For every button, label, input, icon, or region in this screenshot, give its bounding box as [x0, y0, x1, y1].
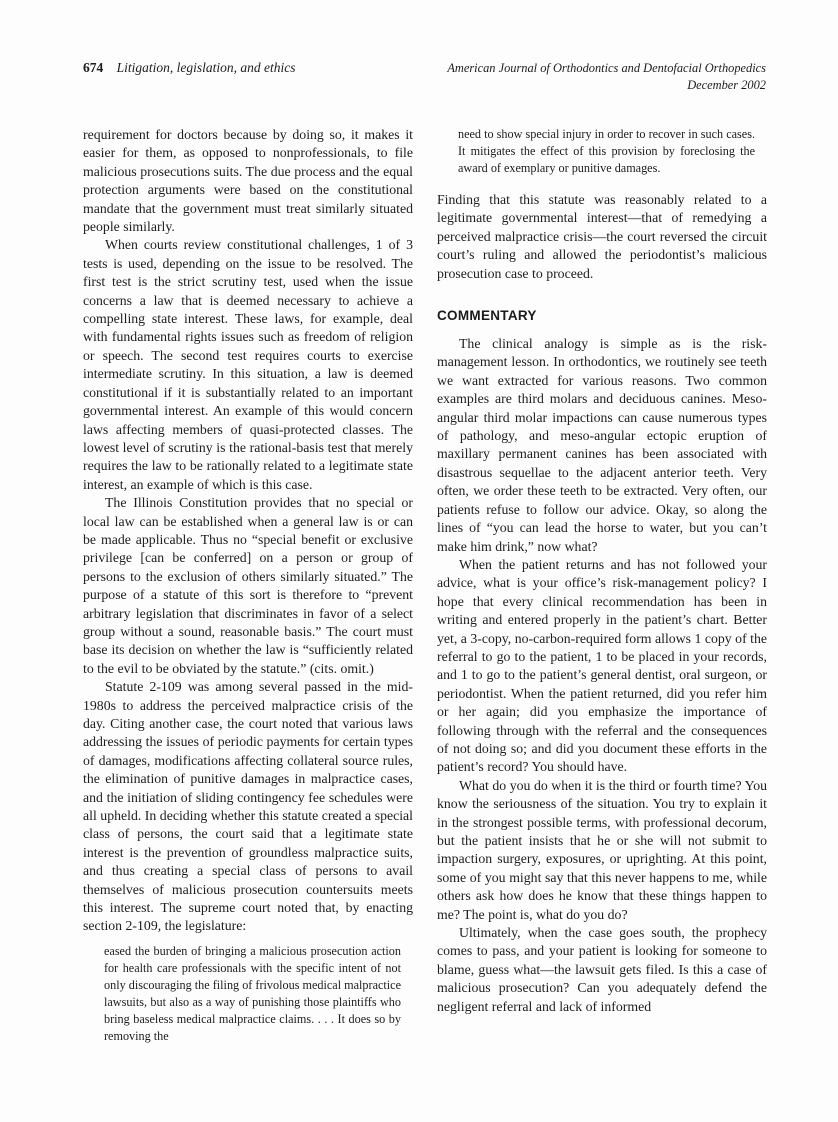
body-paragraph: When courts review constitutional challenges, 1 of 3 tests is used, depending on the issue to be resolved. The first test is the strict scrutiny test, used when the issue concerns a law that is deemed necessary to achieve a compelling state interest. These laws, for example, deal with fundamental rights issues such as freedom of religion or speech. The second test requires courts to exercise intermediate scrutiny. In this situation, a law is deemed constitutional if it is substantially related to an important governmental interest. An example of this would concern laws affecting members of quasi-protected classes. The lowest level of scrutiny is the rational-basis test that merely requires the law to be rationally related to a legitimate state interest, an example of which is this case.	[83, 237, 413, 492]
body-paragraph: What do you do when it is the third or fourth time? You know the seriousness of the situation. You try to explain it in the strongest possible terms, with professional decorum, but the patient insists that he or she will not submit to impaction surgery, exposures, or uprighting. At this point, some of you might say that this never happens to me, while others ask how does he know that these things happen to me? The point is, what do you do?	[437, 777, 767, 922]
journal-name: American Journal of Orthodontics and Dentofacial Orthopedics	[447, 61, 766, 75]
body-paragraph: The Illinois Constitution provides that no special or local law can be established when a general law is or can be made applicable. Thus no “special benefit or exclusive privilege [can be conferred] on a person or group of persons to the exclusion of others similarly situated.” The purpose of a statute of this sort is therefore to “prevent arbitrary legislation that discriminates in favor of a select group without a sound, reasonable basis.” The court must base its decision on whether the law is “sufficiently related to the evil to be obviated by the statute.” (cits. omit.)	[83, 495, 413, 676]
block-quote-continued: need to show special injury in order to recover in such cases. It mitigates the effect of this provision by foreclosing the award of exemplary or punitive damages.	[458, 127, 755, 175]
page-header	[83, 60, 766, 94]
body-paragraph: Statute 2-109 was among several passed in the mid-1980s to address the perceived malpractice crisis of the day. Citing another case, the court noted that various laws addressing the issues of periodic payments for certain types of damages, modifications affecting collateral source rules, the elimination of punitive damages in malpractice cases, and the initiation of sliding contingency fee schedules were all upheld. In deciding whether this statute created a special class of persons, the court said that a legitimate state interest is the prevention of groundless malpractice suits, and thus creating a special class of persons to avail themselves of malicious prosecution countersuits meets this interest. The supreme court noted that, by enacting section 2-109, the legislature:	[83, 679, 413, 934]
left-column	[83, 126, 413, 1045]
running-title: Litigation, legislation, and ethics	[116, 60, 296, 75]
running-head-right	[447, 60, 766, 94]
journal-issue: December 2002	[687, 78, 766, 92]
running-head-left	[83, 60, 296, 76]
commentary-heading: COMMENTARY	[437, 308, 537, 324]
right-column	[437, 126, 767, 1045]
body-paragraph: Ultimately, when the case goes south, the prophecy comes to pass, and your patient is looking for someone to blame, guess what—the lawsuit gets filed. Is this a case of malicious prosecution? Can you adequately defend the negligent referral and lack of informed	[437, 925, 767, 1014]
body-paragraph: Finding that this statute was reasonably related to a legitimate governmental interest—that of remedying a perceived malpractice crisis—the court reversed the circuit court’s ruling and allowed the periodontist’s malicious prosecution case to proceed.	[437, 192, 767, 281]
block-quote: eased the burden of bringing a malicious prosecution action for health care professionals with the specific intent of not only discouraging the filing of frivolous medical malpractice lawsuits, but also as a way of punishing those plaintiffs who bring baseless medical malpractice claims. . . . It does so by removing the	[104, 943, 401, 1043]
page-number: 674	[83, 60, 104, 75]
body-paragraph: requirement for doctors because by doing so, it makes it easier for them, as opposed to nonprofessionals, to file malicious prosecutions suits. The due process and the equal protection arguments were based on the constitutional mandate that the government must treat similarly situated people similarly.	[83, 127, 413, 235]
article-body	[83, 126, 766, 1045]
body-paragraph: The clinical analogy is simple as is the risk-management lesson. In orthodontics, we routinely see teeth we want extracted for various reasons. Two common examples are third molars and deciduous canines. Meso-angular third molar impactions can cause numerous types of pathology, and meso-angular ectopic eruption of maxillary permanent canines has been associated with disastrous sequellae to the adjacent anterior teeth. Very often, we order these teeth to be extracted. Very often, our patients refuse to follow our advice. Okay, so along the lines of “you can lead the horse to water, but you can’t make him drink,” now what?	[437, 336, 767, 554]
body-paragraph: When the patient returns and has not followed your advice, what is your office’s risk-management policy? I hope that every clinical recommendation has been in writing and entered properly in the patient’s chart. Better yet, a 3-copy, no-carbon-required form allows 1 copy of the referral to go to the patient, 1 to be placed in your records, and 1 to go to the patient’s general dentist, oral surgeon, or periodontist. When the patient returned, did you refer him or her again; did you emphasize the importance of following through with the referral and the consequences of not doing so; and did you document these efforts in the patient’s record? You should have.	[437, 556, 767, 775]
